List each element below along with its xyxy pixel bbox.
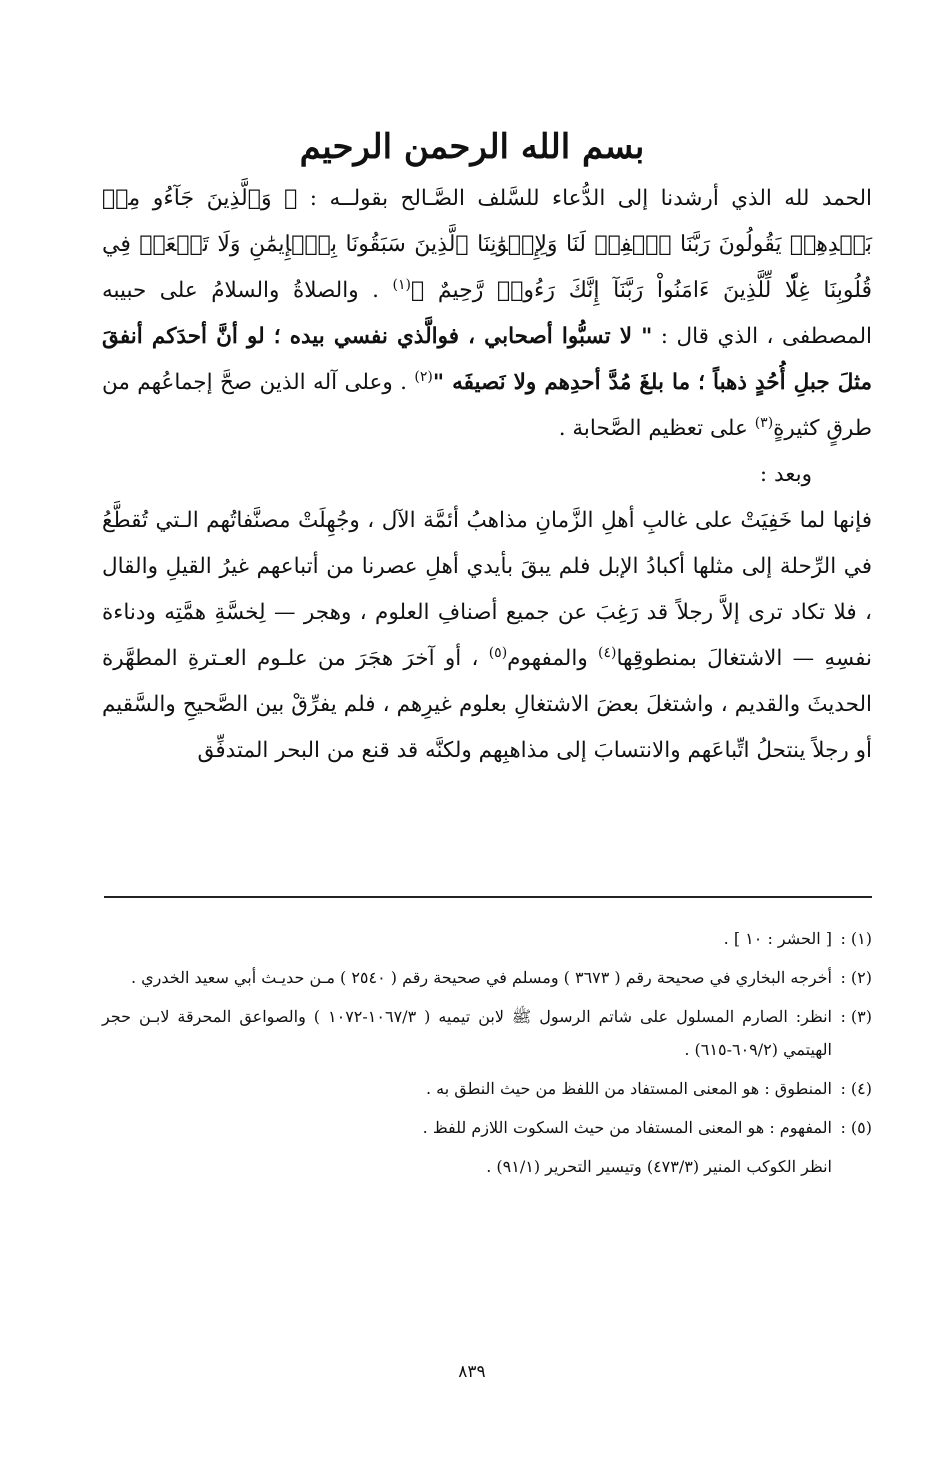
quran-verse: ﴿ وَٱلَّذِينَ جَآءُو مِنۢ بَعۡدِهِمۡ يَقُولُونَ رَبَّنَا ٱغۡفِرۡ لَنَا وَلِإِخۡوَٰنِنَا ٱلَّذِينَ سَبَقُونَا بِٱلۡإِيمَٰنِ وَلَا تَجۡعَلۡ فِي قُلُوبِنَا غِلّٗا لِّلَّذِينَ ءَامَنُواْ رَبَّنَآ إِنَّكَ رَءُوفٞ رَّحِيمٌ ﴾ xyxy=(102,186,872,303)
footnote-text: المفهوم : هو المعنى المستفاد من حيث السكوت اللازم للفظ . xyxy=(422,1118,832,1137)
footnote-2 xyxy=(102,961,872,994)
footnote-number: (٤) : xyxy=(840,1079,872,1098)
footnote-marker-4[interactable]: (٤) xyxy=(597,644,617,661)
footnote-3 xyxy=(102,1000,872,1066)
page-number: ٨٣٩ xyxy=(458,1362,486,1382)
aal-end-text: على تعظيم الصَّحابة . xyxy=(558,416,748,441)
footnote-text: أخرجه البخاري في صحيحة رقم ( ٣٦٧٣ ) ومسلم في صحيحة رقم ( ٢٥٤٠ ) مـن حديـث أبي سعيد الخدري . xyxy=(130,968,832,987)
footnote-1 xyxy=(102,922,872,955)
footnote-text: [ الحشر : ١٠ ] . xyxy=(723,929,832,948)
wabaad-line: وبعد : xyxy=(759,462,812,487)
salat-text: . والصلاةُ والسلامُ على حبيبه المصطفى ، الذي قال : xyxy=(102,278,872,349)
main-text xyxy=(102,176,872,774)
footnote-number: (١) : xyxy=(840,929,872,948)
footnote-number: (٥) : xyxy=(840,1118,872,1137)
footnote-text: المنطوق : هو المعنى المستفاد من اللفظ من حيث النطق به . xyxy=(425,1079,832,1098)
basmala-heading: بسم الله الرحمن الرحيم xyxy=(299,127,645,167)
second-paragraph xyxy=(102,498,872,774)
aal-text: . وعلى آله الذين صحَّ إجماعُهم من طرقٍ كثيرةٍ xyxy=(102,370,872,441)
hamd-text: الحمد لله الذي أرشدنا إلى الدُّعاء للسَّلف الصَّـالح بقولــه : xyxy=(309,186,872,211)
footnote-marker-2[interactable]: (٢) xyxy=(414,368,433,385)
footnotes-section xyxy=(102,922,872,1183)
footnote-5-reference: انظر الكوكب المنير (٤٧٣/٣) وتيسير التحرير (٩١/١) . xyxy=(486,1157,832,1176)
footnote-marker-3[interactable]: (٣) xyxy=(754,414,774,431)
footnote-5 xyxy=(102,1111,872,1144)
footnote-separator xyxy=(104,896,872,898)
hadith-quote: " لا تسبُّوا أصحابي ، فوالَّذي نفسي بيده ؛ لو أنَّ أحدَكم أنفقَ مثلَ جبلِ أُحُدٍ ذهباً ؛ ما بلغَ مُدَّ أحدِهم ولا نَصيفَه " xyxy=(102,324,872,395)
footnote-4 xyxy=(102,1072,872,1105)
para2-part2: والمفهوم xyxy=(507,646,588,671)
para2-part3: ، أو آخرَ هجَرَ من علـوم العـترةِ المطهَّرة الحديثَ والقديم ، واشتغلَ بعضَ الاشتغالِ بعلوم غيرِهم ، فلم يفرِّقْ بين الصَّحيحِ والسَّقيم أو رجلاً ينتحلُ اتِّباعَهم والانتسابَ إلى مذاهبِهم ولكنَّه قد قنع من البحر المتدفِّق xyxy=(102,646,872,763)
footnote-marker-5[interactable]: (٥) xyxy=(488,644,508,661)
footnote-number: (٣) : xyxy=(840,1007,873,1026)
footnote-marker-1[interactable]: (١) xyxy=(392,276,411,293)
para2-part1: فإنها لما خَفِيَتْ على غالبِ أهلِ الزَّمانِ مذاهبُ أئمَّة الآل ، وجُهِلَتْ مصنَّفاتُهم الـتي تُقطَّعُ في الرِّحلة إلى مثلها أكبادُ الإبل فلم يبقَ بأيدي أهلِ عصرنا من أتباعهم غيرُ القيلِ والقال ، فلا تكاد ترى إلاَّ رجلاً قد رَغِبَ عن جميع أصنافِ العلوم ، وهجر — لِخسَّةِ همَّتِه ودناءة نفسِهِ — الاشتغالَ بمنطوقِها xyxy=(102,508,873,671)
footnote-number: (٢) : xyxy=(840,968,872,987)
footnote-text: انظر: الصارم المسلول على شاتم الرسول ﷺ لابن تيميه ( ١٠٦٧/٣-١٠٧٢ ) والصواعق المحرقة لابـن حجر الهيتمي (٦٠٩/٢-٦١٥) . xyxy=(102,1007,833,1059)
intro-paragraph xyxy=(102,176,872,452)
